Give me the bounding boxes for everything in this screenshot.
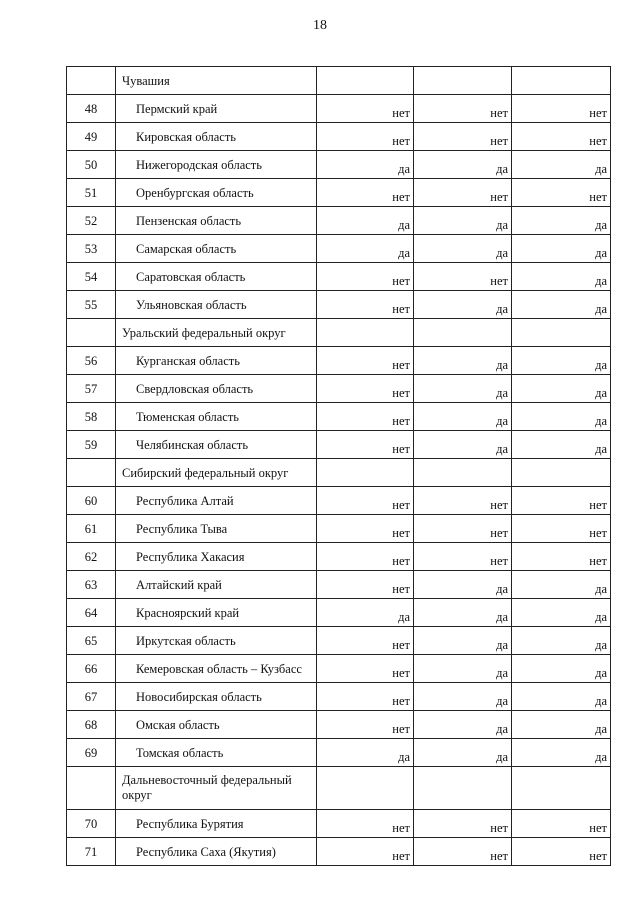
value-cell-2: да (414, 571, 512, 599)
value-cell-1: нет (317, 627, 414, 655)
region-name: Курганская область (116, 347, 317, 375)
value-cell-2: да (414, 627, 512, 655)
value-cell-1: да (317, 739, 414, 767)
section-empty-cell (317, 67, 414, 95)
region-name: Челябинская область (116, 431, 317, 459)
value-cell-3: нет (512, 543, 611, 571)
region-name: Республика Бурятия (116, 810, 317, 838)
region-name: Красноярский край (116, 599, 317, 627)
section-row (67, 767, 611, 810)
row-number: 63 (67, 571, 116, 599)
value-cell-1: нет (317, 571, 414, 599)
value-cell-1: нет (317, 263, 414, 291)
value-cell-2: да (414, 375, 512, 403)
value-cell-2: да (414, 431, 512, 459)
table-row (67, 627, 611, 655)
row-number: 50 (67, 151, 116, 179)
value-cell-3: да (512, 235, 611, 263)
row-number: 56 (67, 347, 116, 375)
row-number: 57 (67, 375, 116, 403)
table-row (67, 375, 611, 403)
table-row (67, 571, 611, 599)
row-number: 67 (67, 683, 116, 711)
table-row (67, 543, 611, 571)
value-cell-2: нет (414, 810, 512, 838)
region-name: Нижегородская область (116, 151, 317, 179)
value-cell-1: да (317, 207, 414, 235)
row-number: 55 (67, 291, 116, 319)
region-name: Свердловская область (116, 375, 317, 403)
value-cell-1: нет (317, 347, 414, 375)
value-cell-2: да (414, 347, 512, 375)
section-row (67, 459, 611, 487)
value-cell-3: нет (512, 95, 611, 123)
section-empty-cell (414, 67, 512, 95)
region-name: Республика Хакасия (116, 543, 317, 571)
value-cell-1: да (317, 151, 414, 179)
value-cell-1: нет (317, 403, 414, 431)
value-cell-1: нет (317, 375, 414, 403)
region-name: Тюменская область (116, 403, 317, 431)
table-row (67, 151, 611, 179)
value-cell-1: нет (317, 711, 414, 739)
section-empty-cell (512, 767, 611, 810)
value-cell-3: нет (512, 179, 611, 207)
value-cell-2: да (414, 599, 512, 627)
section-label: Сибирский федеральный округ (116, 459, 317, 487)
value-cell-1: нет (317, 655, 414, 683)
section-num-cell (67, 319, 116, 347)
table-row (67, 810, 611, 838)
value-cell-1: нет (317, 123, 414, 151)
table-row (67, 683, 611, 711)
value-cell-1: да (317, 599, 414, 627)
value-cell-1: нет (317, 810, 414, 838)
value-cell-3: да (512, 375, 611, 403)
region-name: Алтайский край (116, 571, 317, 599)
region-name: Кировская область (116, 123, 317, 151)
table-row (67, 655, 611, 683)
value-cell-3: нет (512, 123, 611, 151)
row-number: 52 (67, 207, 116, 235)
region-name: Пензенская область (116, 207, 317, 235)
section-empty-cell (414, 459, 512, 487)
table-row (67, 347, 611, 375)
table-row (67, 235, 611, 263)
table-row (67, 515, 611, 543)
row-number: 61 (67, 515, 116, 543)
row-number: 58 (67, 403, 116, 431)
section-empty-cell (512, 67, 611, 95)
section-empty-cell (414, 767, 512, 810)
region-name: Омская область (116, 711, 317, 739)
value-cell-3: да (512, 739, 611, 767)
row-number: 49 (67, 123, 116, 151)
regions-table (66, 66, 611, 866)
value-cell-3: нет (512, 810, 611, 838)
row-number: 53 (67, 235, 116, 263)
value-cell-2: да (414, 711, 512, 739)
value-cell-3: да (512, 711, 611, 739)
row-number: 65 (67, 627, 116, 655)
table-row (67, 838, 611, 866)
table-body (67, 67, 611, 866)
row-number: 68 (67, 711, 116, 739)
value-cell-2: нет (414, 487, 512, 515)
section-row (67, 67, 611, 95)
region-name: Кемеровская область – Кузбасс (116, 655, 317, 683)
region-name: Республика Алтай (116, 487, 317, 515)
value-cell-2: нет (414, 263, 512, 291)
region-name: Ульяновская область (116, 291, 317, 319)
table-row (67, 123, 611, 151)
region-name: Томская область (116, 739, 317, 767)
value-cell-3: да (512, 291, 611, 319)
section-row (67, 319, 611, 347)
region-name: Пермский край (116, 95, 317, 123)
table-row (67, 291, 611, 319)
value-cell-1: да (317, 235, 414, 263)
value-cell-3: да (512, 683, 611, 711)
section-empty-cell (317, 319, 414, 347)
row-number: 62 (67, 543, 116, 571)
value-cell-2: нет (414, 179, 512, 207)
section-empty-cell (317, 767, 414, 810)
value-cell-3: да (512, 151, 611, 179)
section-empty-cell (317, 459, 414, 487)
value-cell-1: нет (317, 179, 414, 207)
value-cell-2: да (414, 739, 512, 767)
value-cell-3: да (512, 627, 611, 655)
value-cell-2: да (414, 235, 512, 263)
value-cell-2: нет (414, 123, 512, 151)
value-cell-1: нет (317, 95, 414, 123)
region-name: Республика Тыва (116, 515, 317, 543)
table-row (67, 95, 611, 123)
value-cell-2: да (414, 403, 512, 431)
row-number: 54 (67, 263, 116, 291)
region-name: Иркутская область (116, 627, 317, 655)
value-cell-1: нет (317, 291, 414, 319)
value-cell-1: нет (317, 487, 414, 515)
value-cell-3: нет (512, 515, 611, 543)
section-empty-cell (414, 319, 512, 347)
value-cell-3: да (512, 403, 611, 431)
value-cell-2: да (414, 207, 512, 235)
row-number: 69 (67, 739, 116, 767)
value-cell-1: нет (317, 838, 414, 866)
section-label: Чувашия (116, 67, 317, 95)
value-cell-3: да (512, 599, 611, 627)
section-num-cell (67, 67, 116, 95)
value-cell-2: нет (414, 515, 512, 543)
value-cell-2: нет (414, 543, 512, 571)
section-num-cell (67, 767, 116, 810)
value-cell-1: нет (317, 515, 414, 543)
value-cell-1: нет (317, 543, 414, 571)
table-row (67, 487, 611, 515)
row-number: 71 (67, 838, 116, 866)
table-row (67, 179, 611, 207)
value-cell-3: нет (512, 838, 611, 866)
value-cell-2: да (414, 683, 512, 711)
table-row (67, 739, 611, 767)
value-cell-2: да (414, 151, 512, 179)
table-row (67, 263, 611, 291)
value-cell-3: да (512, 263, 611, 291)
row-number: 48 (67, 95, 116, 123)
value-cell-3: да (512, 347, 611, 375)
value-cell-2: да (414, 291, 512, 319)
section-empty-cell (512, 319, 611, 347)
value-cell-1: нет (317, 431, 414, 459)
region-name: Республика Саха (Якутия) (116, 838, 317, 866)
row-number: 70 (67, 810, 116, 838)
value-cell-3: да (512, 431, 611, 459)
section-label: Уральский федеральный округ (116, 319, 317, 347)
table-row (67, 403, 611, 431)
value-cell-2: да (414, 655, 512, 683)
value-cell-2: нет (414, 838, 512, 866)
row-number: 51 (67, 179, 116, 207)
value-cell-3: нет (512, 487, 611, 515)
value-cell-2: нет (414, 95, 512, 123)
section-num-cell (67, 459, 116, 487)
region-name: Оренбургская область (116, 179, 317, 207)
region-name: Саратовская область (116, 263, 317, 291)
row-number: 64 (67, 599, 116, 627)
section-empty-cell (512, 459, 611, 487)
row-number: 59 (67, 431, 116, 459)
section-label: Дальневосточный федеральный округ (116, 767, 317, 810)
region-name: Самарская область (116, 235, 317, 263)
row-number: 66 (67, 655, 116, 683)
page-number: 18 (313, 18, 327, 33)
value-cell-3: да (512, 207, 611, 235)
table-row (67, 599, 611, 627)
table-row (67, 207, 611, 235)
row-number: 60 (67, 487, 116, 515)
region-name: Новосибирская область (116, 683, 317, 711)
table-row (67, 431, 611, 459)
table-row (67, 711, 611, 739)
value-cell-1: нет (317, 683, 414, 711)
value-cell-3: да (512, 571, 611, 599)
value-cell-3: да (512, 655, 611, 683)
